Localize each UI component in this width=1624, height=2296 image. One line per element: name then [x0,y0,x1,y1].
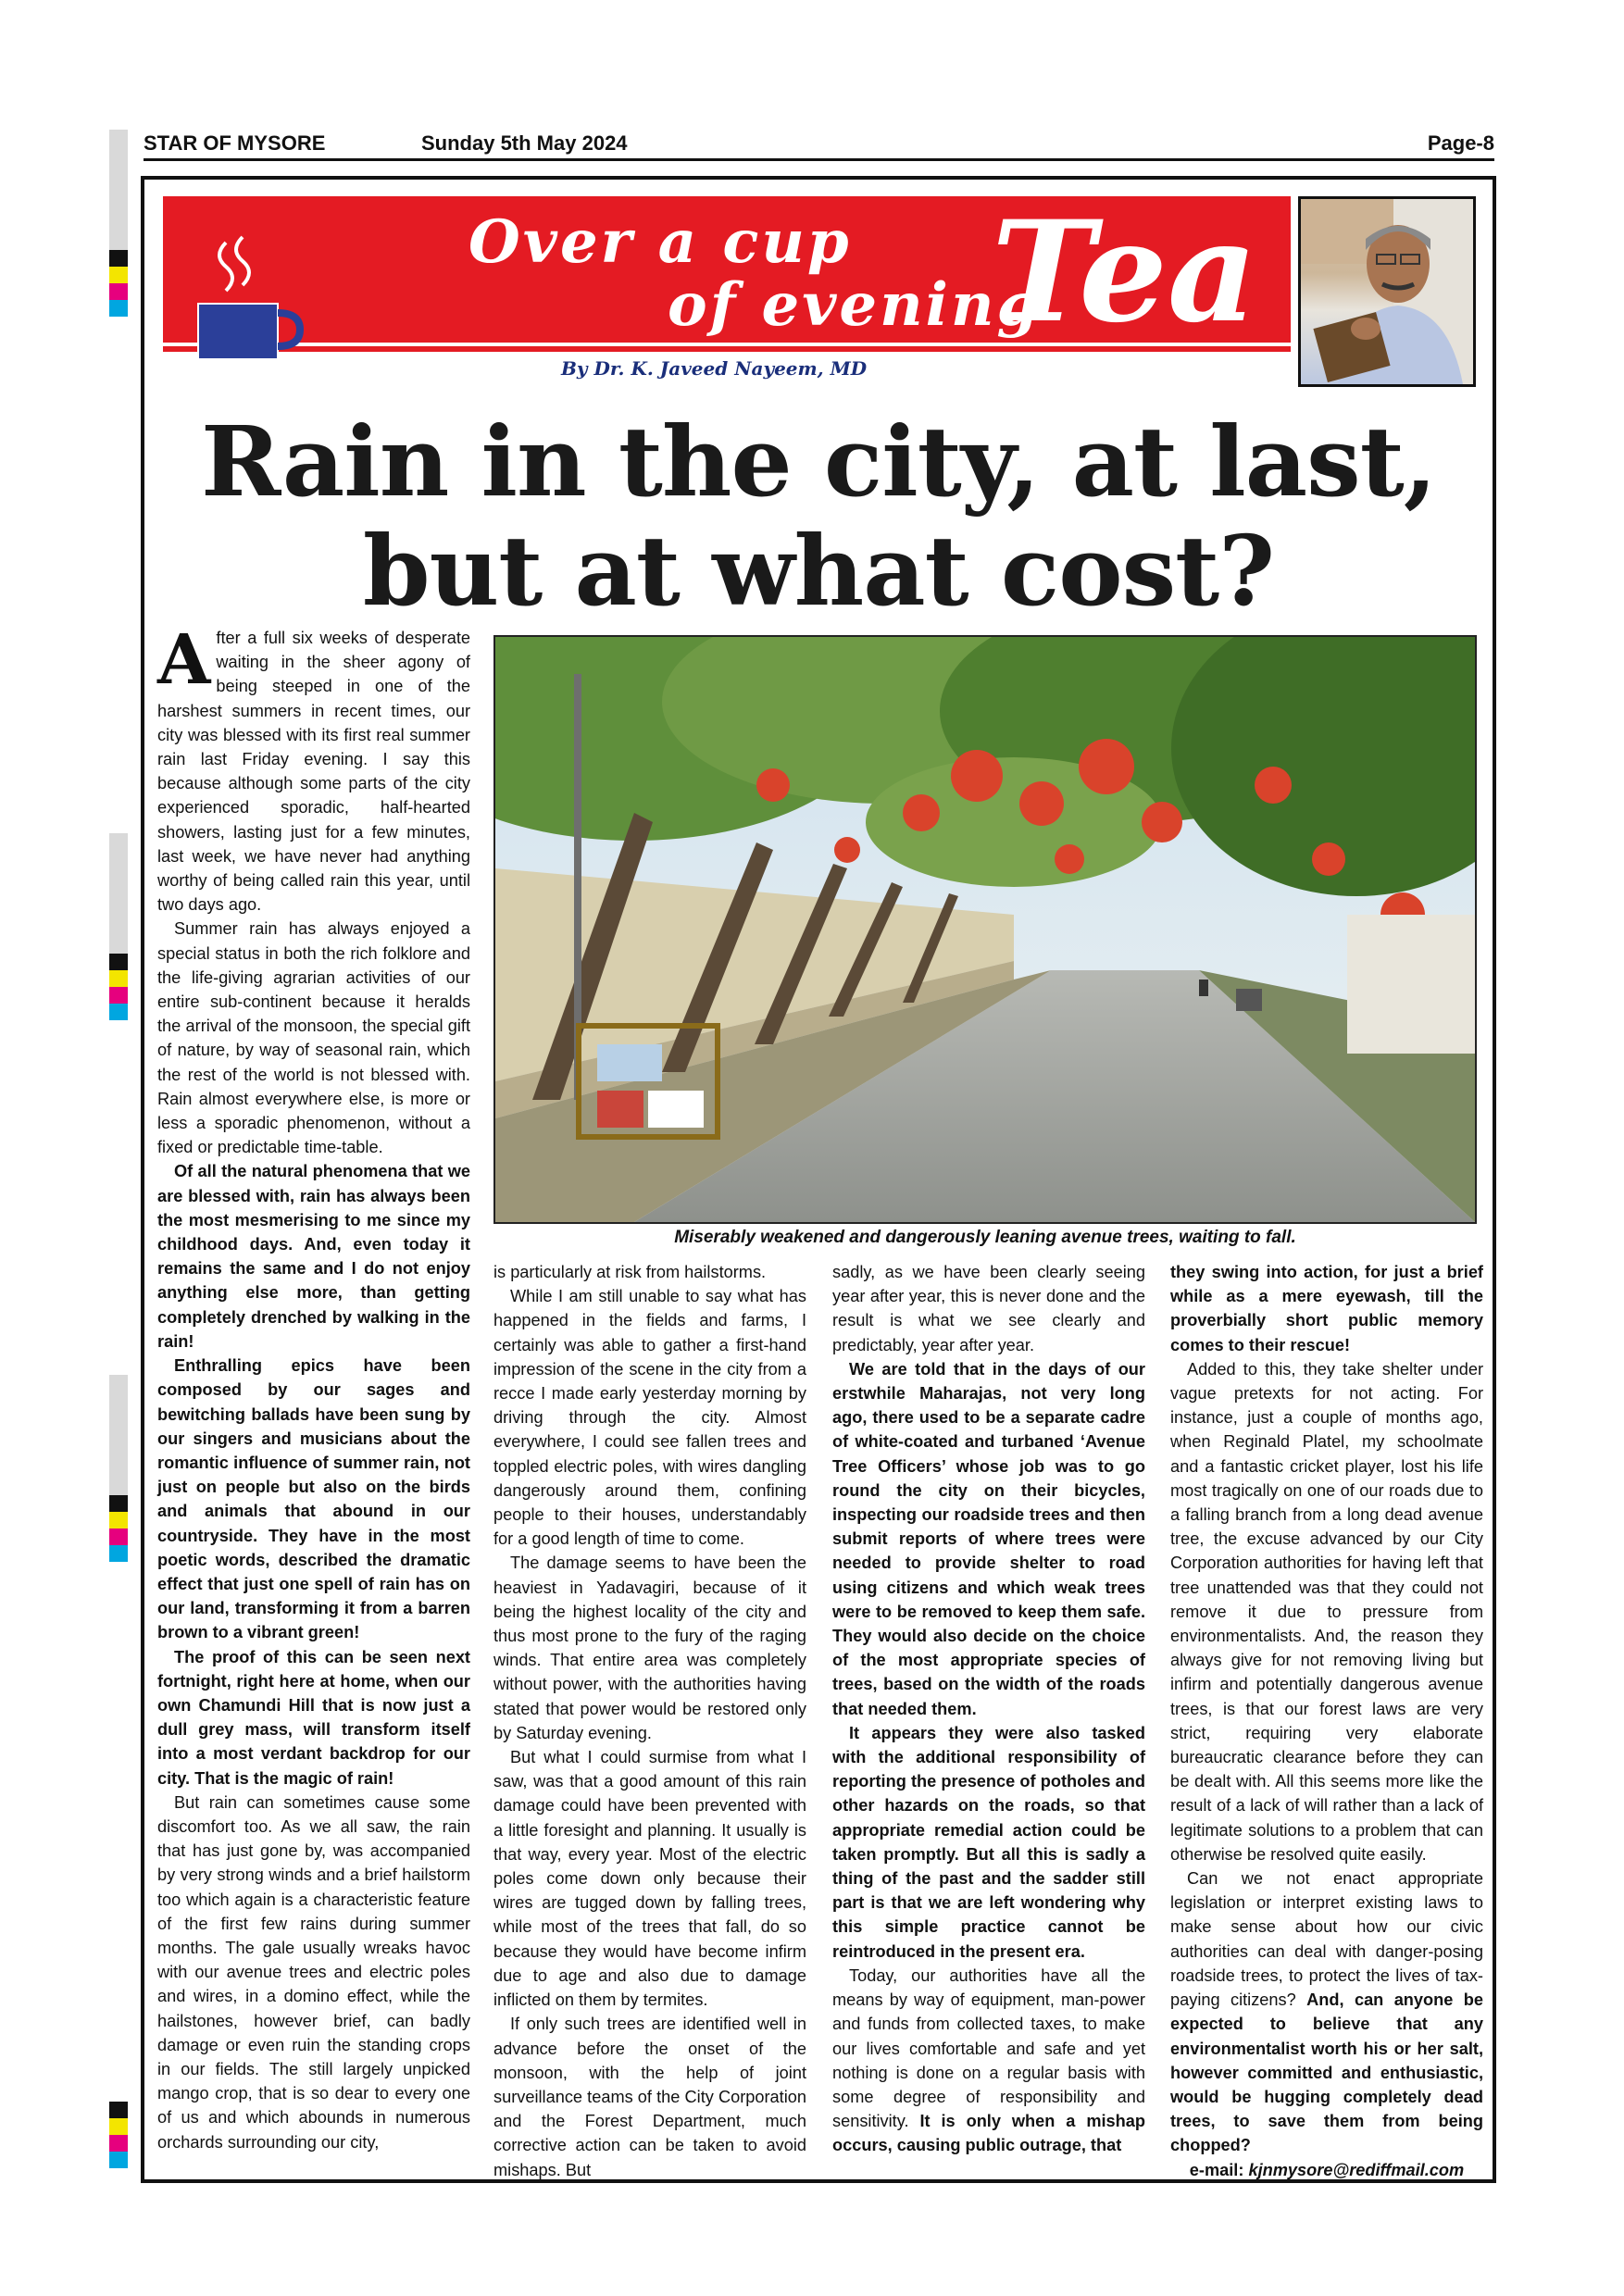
author-email[interactable]: e-mail: kjnmysore@rediffmail.com [1189,2160,1465,2179]
issue-date: Sunday 5th May 2024 [421,131,628,155]
registration-marks-bottom [109,2102,128,2168]
article-column-1 [157,620,470,2163]
paragraph: Today, our authorities have all the means by way of equipment, man-power and funds from collected taxes, to make our lives comfortable and safe and yet nothing is done on a regular basis with some degree of responsibility and sensitivity. It is only when a mishap occurs, causing public outrage, that [832,1965,1145,2155]
tea-cup-icon [181,233,311,372]
paragraph: We are told that in the days of our erstwhile Maharajas, not very long ago, there used to be a separate cadre of white-coated and turbaned ‘Avenue Tree Officers’ whose job was to go round the city on their bicycles, inspecting our roadside trees and then submit reports of where trees were needed to provide shelter to road using citizens and which weak trees were to be removed to keep them safe. They would also decide on the choice of the most appropriate species of trees, based on the width of the roads that needed them. [832,1359,1145,1718]
paragraph: Summer rain has always enjoyed a special status in both the rich folklore and the life-giving agrarian activities of our entire sub-continent because it heralds the arrival of the monsoon, the special gift of nature, by way of seasonal rain, which the rest of the world is not blessed with. Rain almost everywhere else, is more or less a sporadic phenomenon, without a fixed or predictable time-table. [157,919,470,1157]
column-title-tea: Tea [992,191,1258,354]
paragraph: is particularly at risk from hailstorms. [493,1263,767,1281]
article-column-3 [832,1260,1145,2163]
paragraph: sadly, as we have been clearly seeing year after year, this is never done and the result is what we see clearly and predictably, year after year. [832,1263,1145,1354]
registration-marks-lower-mid [109,1375,128,1562]
paragraph: The damage seems to have been the heaviest in Yadavagiri, because of it being the highest locality of the city and thus most prone to the fury of the raging winds. That entire area was completely without power, with the authorities having stated that power would be restored only by Saturday evening. [493,1554,806,1742]
paragraph: If only such trees are identified well in advance before the onset of the monsoon, with the help of joint surveillance teams of the City Corporation and the Forest Department, much corrective action can be taken to avoid mishaps. But [493,2015,806,2179]
page-number: Page-8 [1427,131,1494,155]
publication-name: STAR OF MYSORE [144,131,326,155]
paragraph: But what I could surmise from what I saw, was that a good amount of this rain damage could have been prevented with a little foresight and planning. It usually is that way, every year. Most of the electric poles come down only because their wires are tugged down by falling trees, while most of the trees that fall, do so because they would have become infirm due to age and also due to damage inflicted on them by termites. [493,1748,806,2010]
column-title-line1: Over a cup [468,207,852,277]
column-title-line2: of evening [668,270,1042,340]
article-column-4 [1170,1260,1483,2179]
paragraph: they swing into action, for just a brief while as a mere eyewash, till the proverbially short public memory comes to their rescue! [1170,1263,1483,1354]
paragraph: Enthralling epics have been composed by our sages and bewitching ballads have been sung by our singers and musicians about the romantic influence of summer rain, not just on people but also on the birds and animals that abound in our countryside. They have in the most poetic words, described the dramatic effect that just one spell of rain has on our land, transforming it from a barren brown to a vibrant green! [157,1356,470,1642]
paragraph: The proof of this can be seen next fortnight, right here at home, when our own Chamundi Hill that is now just a dull grey mass, will transform itself into a most verdant backdrop for our city. That is the magic of rain! [157,1647,470,1788]
paragraph: But rain can sometimes cause some discomfort too. As we all saw, the rain that has just gone by, was accompanied by very strong winds and a brief hailstorm too which again is a characteristic feature of the first few rains during summer months. The gale usually wreaks havoc with our avenue trees and electric poles and wires, in a domino effect, while the hailstones, however brief, can badly damage or even ruin the standing crops in our fields. The still largely unpicked mango crop, that is so dear to every one of us and which abounds in numerous orchards surrounding our city, [157,1792,470,2152]
paragraph: Of all the natural phenomena that we are blessed with, rain has always been the most mesmerising to me since my childhood days. And, even today it remains the same and I do not enjoy anything else more, than getting completely drenched by walking in the rain! [157,1162,470,1351]
article-column-2 [493,1260,806,2179]
paragraph: After a full six weeks of desperate waiting in the sheer agony of being steeped in one of the harshest summers in recent times, our city was blessed with its first real summer rain last Friday evening. I say this because although some parts of the city experienced sporadic, half-hearted showers, lasting just for a few minutes, last week, we have never had anything worthy of being called rain this year, until two days ago. [157,620,470,915]
paragraph: While I am still unable to say what has happened in the fields and farms, I certainly was able to gather a first-hand impression of the scene in the city from a recce I made early yesterday morning by driving through the city. Almost everywhere, I could see fallen trees and toppled electric poles, with wires dangling dangerously around them, confining people to their houses, understandably for a good length of time to come. [493,1287,806,1549]
registration-marks-upper-mid [109,833,128,1020]
main-photo [493,635,1477,1224]
paragraph: Can we not enact appropriate legislation or interpret existing laws to make sense about how our civic authorities can deal with danger-posing roadside trees, to protect the lives of tax-paying citizens? And, can anyone be expected to believe that any environmentalist worth his or her salt, however committed and enthusiastic, would be hugging completely dead trees, to save them from being chopped? [1170,1869,1483,2155]
headline-line2: but at what cost? [362,514,1275,628]
registration-marks-top [109,130,128,317]
paragraph: It appears they were also tasked with the additional responsibility of reporting the presence of potholes and other hazards on the roads, so that appropriate remedial action could be taken promptly. But all this is sadly a thing of the past and the sadder still part is that we are left wondering why this simple practice cannot be reintroduced in the present era. [832,1723,1145,1961]
photo-caption: Miserably weakened and dangerously leaning avenue trees, waiting to fall. [674,1228,1296,1247]
headline [148,407,1489,626]
column-banner [163,191,1291,387]
author-photo [1298,196,1476,387]
author-byline: By Dr. K. Javeed Nayeem, MD [561,357,868,380]
drop-cap: A [157,620,211,700]
headline-line1: Rain in the city, at last, [201,405,1436,518]
page-header [144,130,1494,161]
paragraph: Added to this, they take shelter under vague pretexts for not acting. For instance, just a couple of months ago, when Reginald Platel, my schoolmate and a fantastic cricket player, lost his life most tragically on one of our roads due to a falling branch from a long dead avenue tree, the excuse advanced by our City Corporation authorities for having left that tree unattended was that they could not remove it due to pressure from environmentalists. And, the reason they always give for not removing living but infirm and potentially dangerous avenue trees, is that our forest laws are very strict, requiring very elaborate bureaucratic clearance before they can be dealt with. All this seems more like the result of a lack of will rather than a lack of legitimate solutions to a problem that can otherwise be resolved quite easily. [1170,1359,1483,1864]
